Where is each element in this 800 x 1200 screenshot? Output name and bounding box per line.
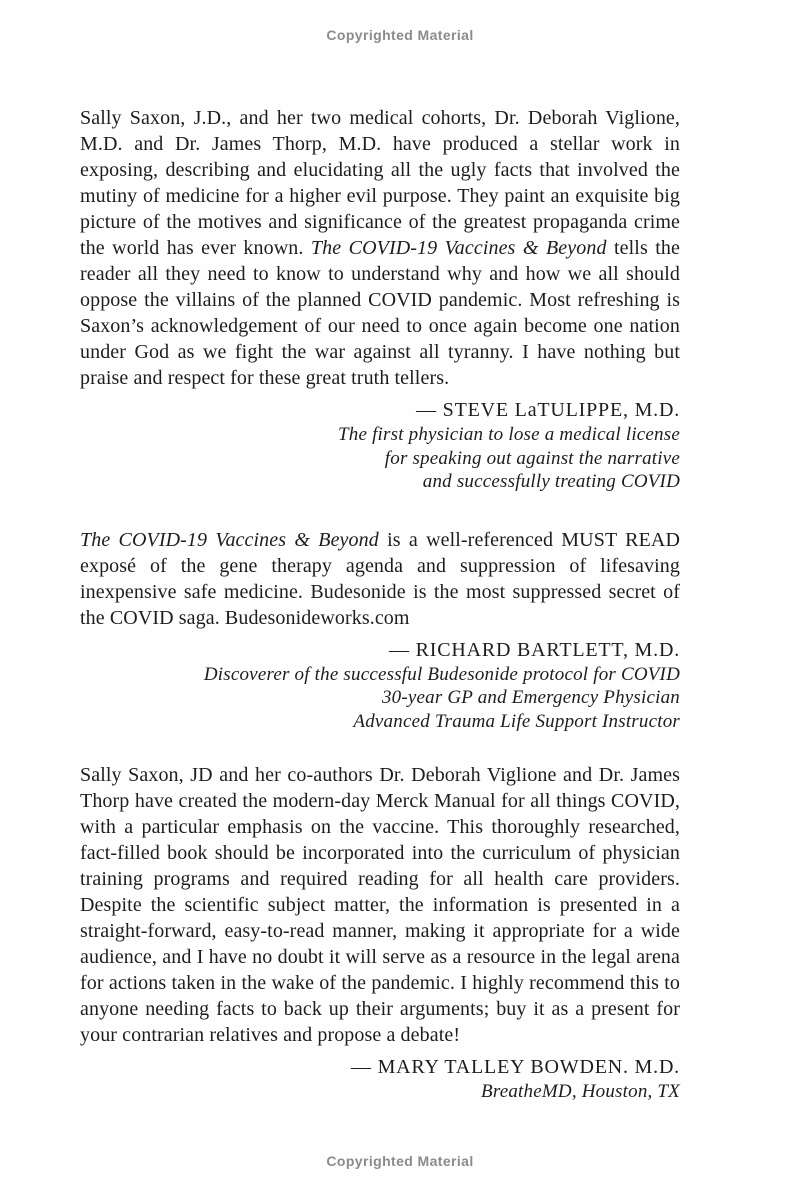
- book-title-italic: The COVID-19 Vaccines & Beyond: [310, 237, 607, 259]
- attribution-name: — MARY TALLEY BOWDEN. M.D.: [350, 1056, 680, 1078]
- credential-line: Discoverer of the successful Budesonide protocol for COVID: [203, 663, 680, 685]
- credential-line: for speaking out against the narrative: [384, 447, 680, 469]
- credential-line: BreatheMD, Houston, TX: [481, 1081, 680, 1102]
- endorsements-content: [80, 105, 680, 1104]
- copyright-notice-top: Copyrighted Material: [326, 27, 474, 43]
- endorsement-latulippe: [80, 105, 680, 494]
- endorsement-bowden: [80, 762, 680, 1104]
- quote-segment: Sally Saxon, JD and her co-authors Dr. Deborah Viglione and Dr. James Thorp have created the modern-day Merck Manual for all things COVID, with a particular emphasis on the vaccine. This thoroughly researched, fact-filled book should be incorporated into the curriculum of physician training programs and required reading for all health care providers. Despite the scientific subject matter, the information is presented in a straight-forward, easy-to-read manner, making it appropriate for a wide audience, and I have no doubt it will serve as a resource in the legal arena for actions taken in the wake of the pandemic. I highly recommend this to anyone needing facts to back up their arguments; buy it as a present for your contrarian relatives and propose a debate!: [80, 764, 680, 1046]
- endorsement-paragraph: [80, 105, 680, 391]
- endorsement-bartlett: [80, 527, 680, 734]
- endorsement-paragraph: [80, 762, 680, 1048]
- credential-line: and successfully treating COVID: [422, 471, 680, 492]
- endorsement-paragraph: [80, 527, 680, 631]
- copyright-notice-bottom: Copyrighted Material: [326, 1153, 474, 1169]
- quote-segment: Sally Saxon, J.D., and her two medical cohorts, Dr. Deborah Viglione, M.D. and Dr. James Thorp, M.D. have produced a stellar work in exposing, describing and elucidating all the ugly facts that involved the mutiny of medicine for a higher evil purpose. They paint an exquisite big picture of the motives and significance of the greatest propaganda crime the world has ever known.: [80, 107, 680, 259]
- quote-segment: tells the reader all they need to know to understand why and how we all should oppose the villains of the planned COVID pandemic. Most refreshing is Saxon’s acknowledgement of our need to once again become one nation under God as we fight the war against all tyranny. I have nothing but praise and respect for these great truth tellers.: [80, 237, 681, 389]
- credential-line: 30-year GP and Emergency Physician: [381, 687, 680, 708]
- attribution-name: — STEVE LaTULIPPE, M.D.: [416, 399, 680, 421]
- attribution-name: — RICHARD BARTLETT, M.D.: [389, 638, 680, 661]
- book-title-italic: The COVID-19 Vaccines & Beyond: [80, 528, 379, 551]
- quote-segment: is a well-referenced MUST READ exposé of the gene therapy agenda and suppression of lifesaving inexpensive safe medicine. Budesonide is the most suppressed secret of the COVID saga. Budesonideworks.com: [80, 528, 680, 629]
- credential-line: The first physician to lose a medical license: [338, 424, 680, 445]
- credential-line: Advanced Trauma Life Support Instructor: [353, 710, 680, 732]
